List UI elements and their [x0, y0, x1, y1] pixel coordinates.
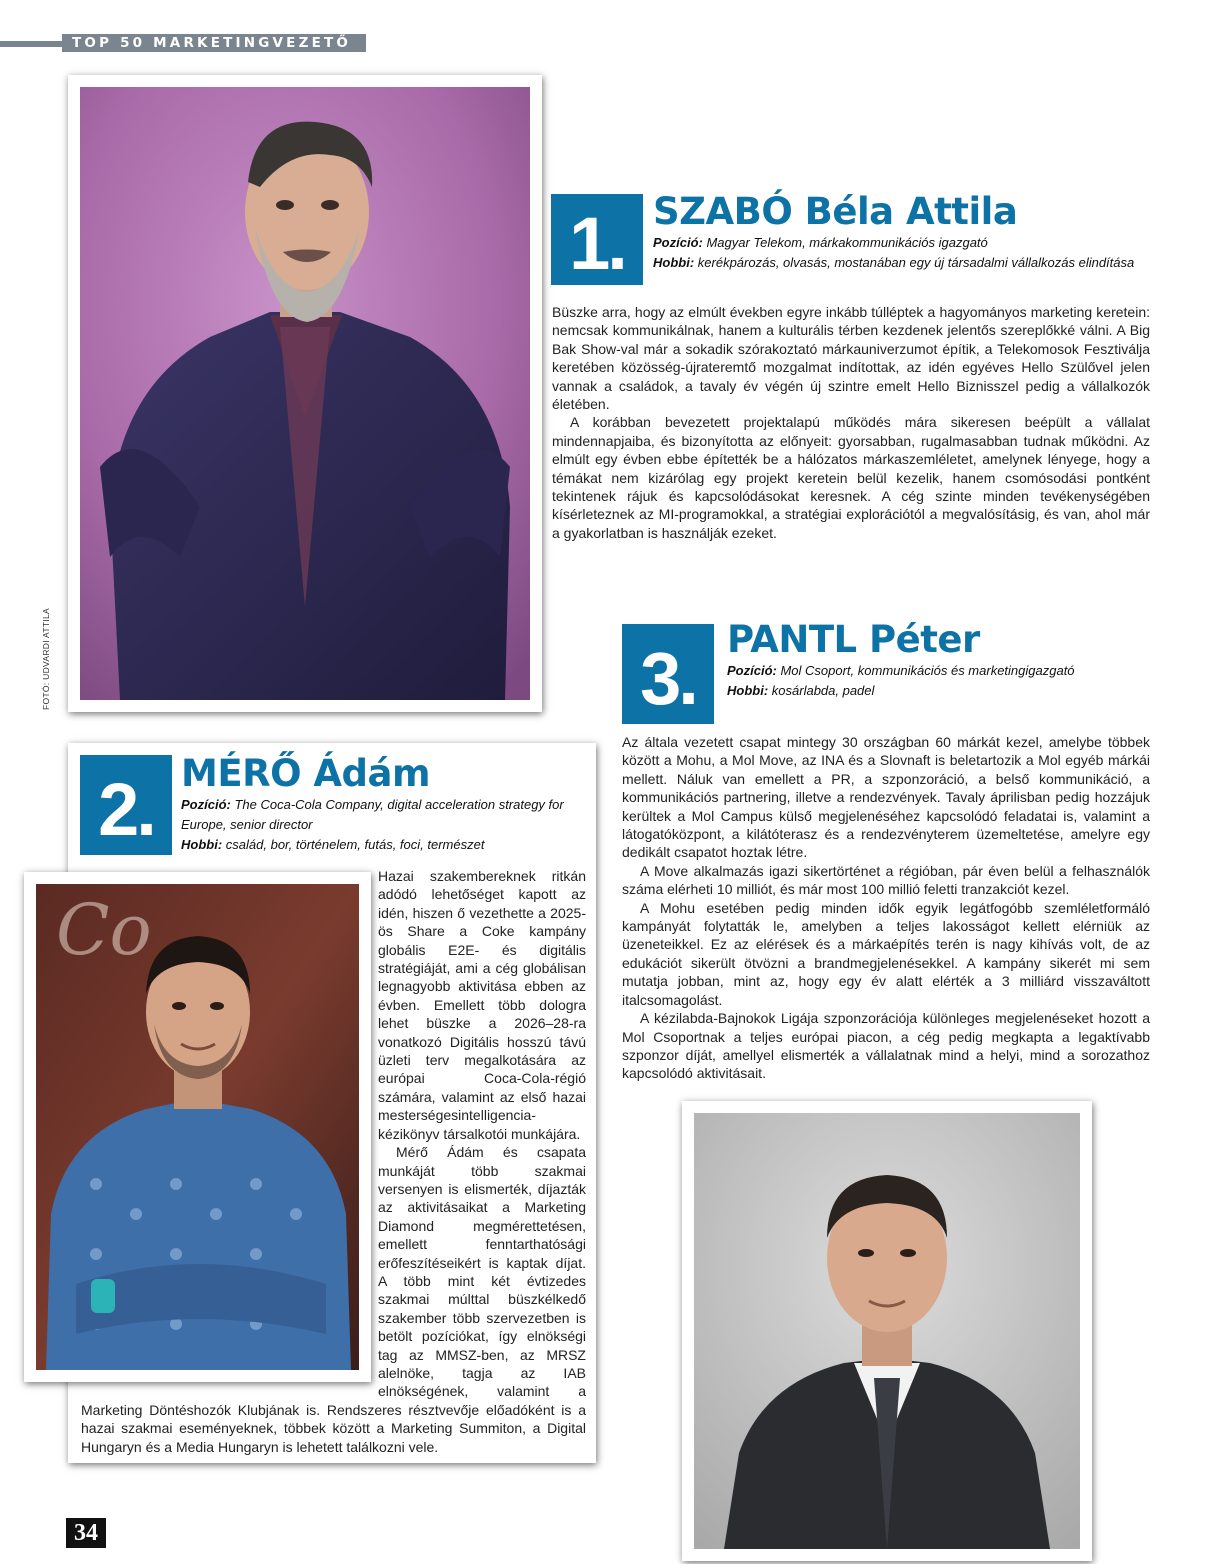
hobby-mero: család, bor, történelem, futás, foci, természet [225, 837, 485, 852]
details-szabo [653, 233, 1173, 273]
svg-text:Co: Co [56, 889, 152, 971]
header-rule [0, 41, 62, 47]
paragraph: A korábban bevezetett projektalapú működés mára sikeresen beépült a vállalat mindennapjaiba, és bizonyította az előnyeit: gyorsabban, rugalmasabban tudnak működni. Az elmúlt egy évben ebbe építették be a hálózatos márkaszemléletet, amelynek lényege, hogy a témákat nem kizárólag egy projekt keretein belül kezelik, hanem csomósodási pontként tekintenek rájuk és kapcsolódásokat keresnek. A cég szinte minden tevékenységében kísérleteznek az MI-programokkal, a stratégiai explorációtól a megvalósításig, és van, ahol már a gyakorlatban is használják ezeket. [552, 414, 1150, 541]
hobby-label: Hobbi: [727, 683, 769, 698]
photo-frame-pantl [682, 1101, 1092, 1561]
paragraph: Mérő Ádám és csapata munkáját több szakmai versenyen is elismerték, díjazták az aktivitásaikat a Marketing Diamond megmérettetésen, emellett fenntarthatósági erőfeszítéseikért is kaptak díjat. A több mint két évtizedes szakmai múlttal büszkélkedő szakember több szervezetben is betölt pozíciókat, így elnökségi tag az MMSZ-ben, az MRSZ alelnöke, tagja az IAB elnökségének, valamint a Marketing Döntéshozók Klubjának is. Rendszeres résztvevője előadóként is a hazai szakmai eseményeknek, többek között a Marketing Summiton, a Digital Hungaryn és a Media Hungaryn is lehetett találkozni vele. [81, 1144, 586, 1455]
portrait-photo-szabo [80, 87, 530, 700]
page-number: 34 [66, 1518, 106, 1548]
position-pantl: Mol Csoport, kommunikációs és marketingigazgató [780, 663, 1075, 678]
hobby-label: Hobbi: [181, 837, 223, 852]
position-label: Pozíció: [181, 797, 231, 812]
rank-number-2: 2. [98, 768, 154, 851]
paragraph: A Move alkalmazás igazi sikertörténet a régióban, pár éven belül a felhasználók száma elérheti 10 milliót, és már most 100 millió feletti tranzakciót kezel. [622, 862, 1150, 898]
rank-badge-1 [551, 194, 643, 285]
portrait-pantl-illustration [694, 1113, 1080, 1549]
hobby-pantl: kosárlabda, padel [771, 683, 875, 698]
position-szabo: Magyar Telekom, márkakommunikációs igazgató [706, 235, 988, 250]
portrait-photo-mero [36, 884, 359, 1370]
hobby-szabo: kerékpározás, olvasás, mostanában egy új társadalmi vállalkozás elindítása [697, 255, 1135, 270]
paragraph: Büszke arra, hogy az elmúlt években egyre inkább túlléptek a hagyományos marketing keretein: nemcsak kommunikálnak, hanem a kulturális térben kezdenek jelentős szereplőkké válni. A Big Bak Show-val már a sokadik szórakoztató márkauniverzumot építik, a Telekomosok Fesztiválja keretében közösség-újrateremtő mozgalmat indítottak, az idén egyéves Hello Szülővel jelen vannak a családok, a tavaly év végén új szintre emelt Hello Biznisszel pedig a vállalkozók életében. [552, 304, 1150, 413]
photo-frame-szabo [68, 75, 542, 712]
article-body-szabo [552, 303, 1150, 542]
paragraph: A kézilabda-Bajnokok Ligája szponzorációja különleges megjelenéseket hozott a Mol Csoportnak a teljes európai piacon, a cég pedig megkapta a legaktívabb szponzor díját, amellyel elismerték a vállalatnak mind a helyi, mind a sorozathoz kapcsolódó aktivitásait. [622, 1010, 1150, 1082]
photo-credit-text: FOTÓ: UDVARDI ATTILA [41, 607, 51, 710]
position-label: Pozíció: [727, 663, 777, 678]
person-name-mero: MÉRŐ Ádám [181, 752, 431, 795]
rank-badge-3 [622, 624, 714, 724]
photo-frame-mero [24, 872, 371, 1382]
person-name-pantl: PANTL Péter [727, 618, 980, 661]
position-label: Pozíció: [653, 235, 703, 250]
position-mero: The Coca-Cola Company, digital acceleration strategy for Europe, senior director [181, 797, 564, 832]
paragraph: Az általa vezetett csapat mintegy 30 országban 60 márkát kezel, amelybe többek között a Mohu, a Mol Move, az INA és a Slovnaft is beletartozik a Mol egyéb márkái mellett. Náluk van emellett a PR, a szponzoráció, a belső kommunikáció, a kommunikációs partnering, illetve a rendezvények. Tavaly áprilisban pedig hozzájuk kerültek a Mol Campus külső megjelenéséhez kapcsolódó feladatai is, valamint a látogatóközpont, a kilátóterasz és a rendezvényterem üzemeltetése, amelyre egy dedikált csapatot hoztak létre. [622, 734, 1150, 861]
article-body-pantl [622, 733, 1150, 1083]
portrait-szabo-illustration [80, 87, 530, 700]
rank-number-3: 3. [640, 637, 696, 720]
portrait-mero-illustration [36, 884, 359, 1370]
hobby-label: Hobbi: [653, 255, 695, 270]
person-name-szabo: SZABÓ Béla Attila [653, 190, 1018, 233]
rank-number-1: 1. [569, 202, 625, 285]
photo-credit [41, 600, 55, 710]
paragraph: Hazai szakembereknek ritkán adódó lehetőséget kapott az idén, hiszen ő vezethette a 2025-ös Share a Coke kampány globális E2E- és digitális stratégiáját, ami a cég globálisan legnagyobb aktivitása ebben az évben. Emellett több dologra lehet büszke a 2026–28-ra vonatkozó Digitális hosszú távú üzleti terv megalkotására az európai Coca-Cola-régió számára, valamint az első hazai mesterségesintelligencia-kézikönyv társalkotói munkájára. [378, 868, 586, 1142]
portrait-photo-pantl [694, 1113, 1080, 1549]
section-title: TOP 50 MARKETINGVEZETŐ [62, 34, 366, 52]
rank-badge-2 [80, 755, 172, 855]
details-pantl [727, 661, 1167, 701]
paragraph: A Mohu esetében pedig minden idők egyik legátfogóbb szemléletformáló kampányát folytatták le, amelyben a teljes lakosságot kellett elérniük az üzeneteikkel. Ez az elérések és a márkaépítés terén is nagy kihívás volt, de az edukációt sikerült ötvözni a brandmegjelenésekkel. A kampány sikerét mi sem mutatja jobban, mint az, hogy egy év alatt elérték a 3 milliárd visszaváltott italcsomagolást. [622, 899, 1150, 1008]
details-mero [181, 795, 581, 855]
